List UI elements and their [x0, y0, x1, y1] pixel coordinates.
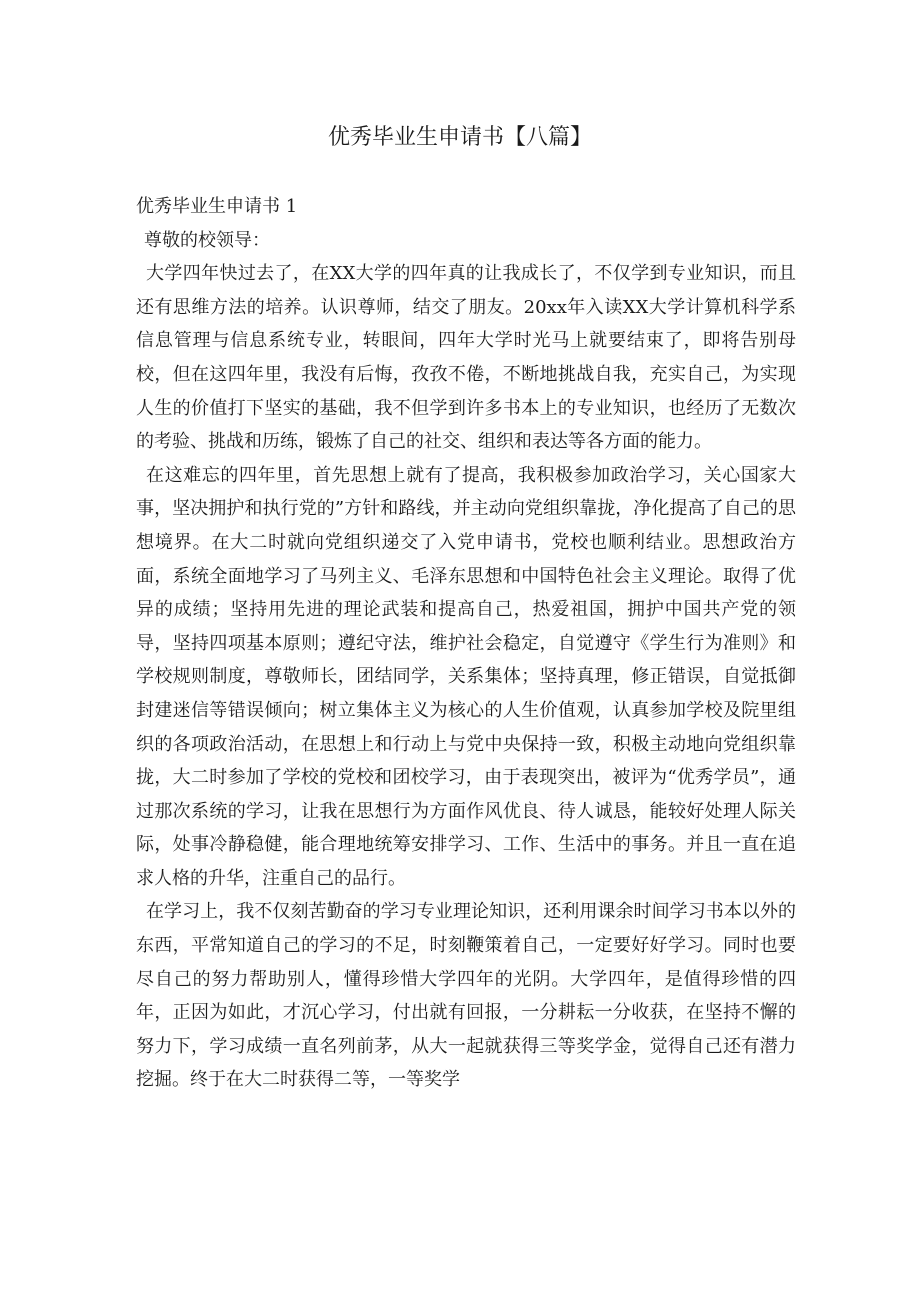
body-paragraph-1: 大学四年快过去了，在XX大学的四年真的让我成长了，不仅学到专业知识，而且还有思维方法的培养。认识尊师，结交了朋友。20xx年入读XX大学计算机科学系信息管理与信息系统专业，转眼间，四年大学时光马上就要结束了，即将告别母校，但在这四年里，我没有后悔，孜孜不倦，不断地挑战自我，充实自己，为实现人生的价值打下坚实的基础，我不但学到许多书本上的专业知识，也经历了无数次的考验、挑战和历练，锻炼了自己的社交、组织和表达等各方面的能力。: [136, 263, 796, 453]
document-title: 优秀毕业生申请书【八篇】: [327, 125, 592, 150]
section-heading: 优秀毕业生申请书 1: [136, 196, 298, 217]
salutation: 尊敬的校领导：: [144, 229, 270, 251]
document-body: [136, 190, 796, 1097]
body-paragraph-3: 在学习上，我不仅刻苦勤奋的学习专业理论知识，还利用课余时间学习书本以外的东西，平常知道自己的学习的不足，时刻鞭策着自己，一定要好好学习。同时也要尽自己的努力帮助别人，懂得珍惜大学四年的光阴。大学四年，是值得珍惜的四年，正因为如此，才沉心学习，付出就有回报，一分耕耘一分收获，在坚持不懈的努力下，学习成绩一直名列前茅，从大一起就获得三等奖学金，觉得自己还有潜力挖掘。终于在大二时获得二等，一等奖学: [136, 901, 796, 1091]
body-paragraph-2: 在这难忘的四年里，首先思想上就有了提高，我积极参加政治学习，关心国家大事，坚决拥护和执行党的”方针和路线，并主动向党组织靠拢，净化提高了自己的思想境界。在大二时就向党组织递交了入党申请书，党校也顺利结业。思想政治方面，系统全面地学习了马列主义、毛泽东思想和中国特色社会主义理论。取得了优异的成绩；坚持用先进的理论武装和提高自己，热爱祖国，拥护中国共产党的领导，坚持四项基本原则；遵纪守法，维护社会稳定，自觉遵守《学生行为准则》和学校规则制度，尊敬师长，团结同学，关系集体；坚持真理，修正错误，自觉抵御封建迷信等错误倾向；树立集体主义为核心的人生价值观，认真参加学校及院里组织的各项政治活动，在思想上和行动上与党中央保持一致，积极主动地向党组织靠拢，大二时参加了学校的党校和团校学习，由于表现突出，被评为“优秀学员”，通过那次系统的学习，让我在思想行为方面作风优良、待人诚恳，能较好处理人际关际，处事冷静稳健，能合理地统筹安排学习、工作、生活中的事务。并且一直在追求人格的升华，注重自己的品行。: [136, 464, 796, 889]
